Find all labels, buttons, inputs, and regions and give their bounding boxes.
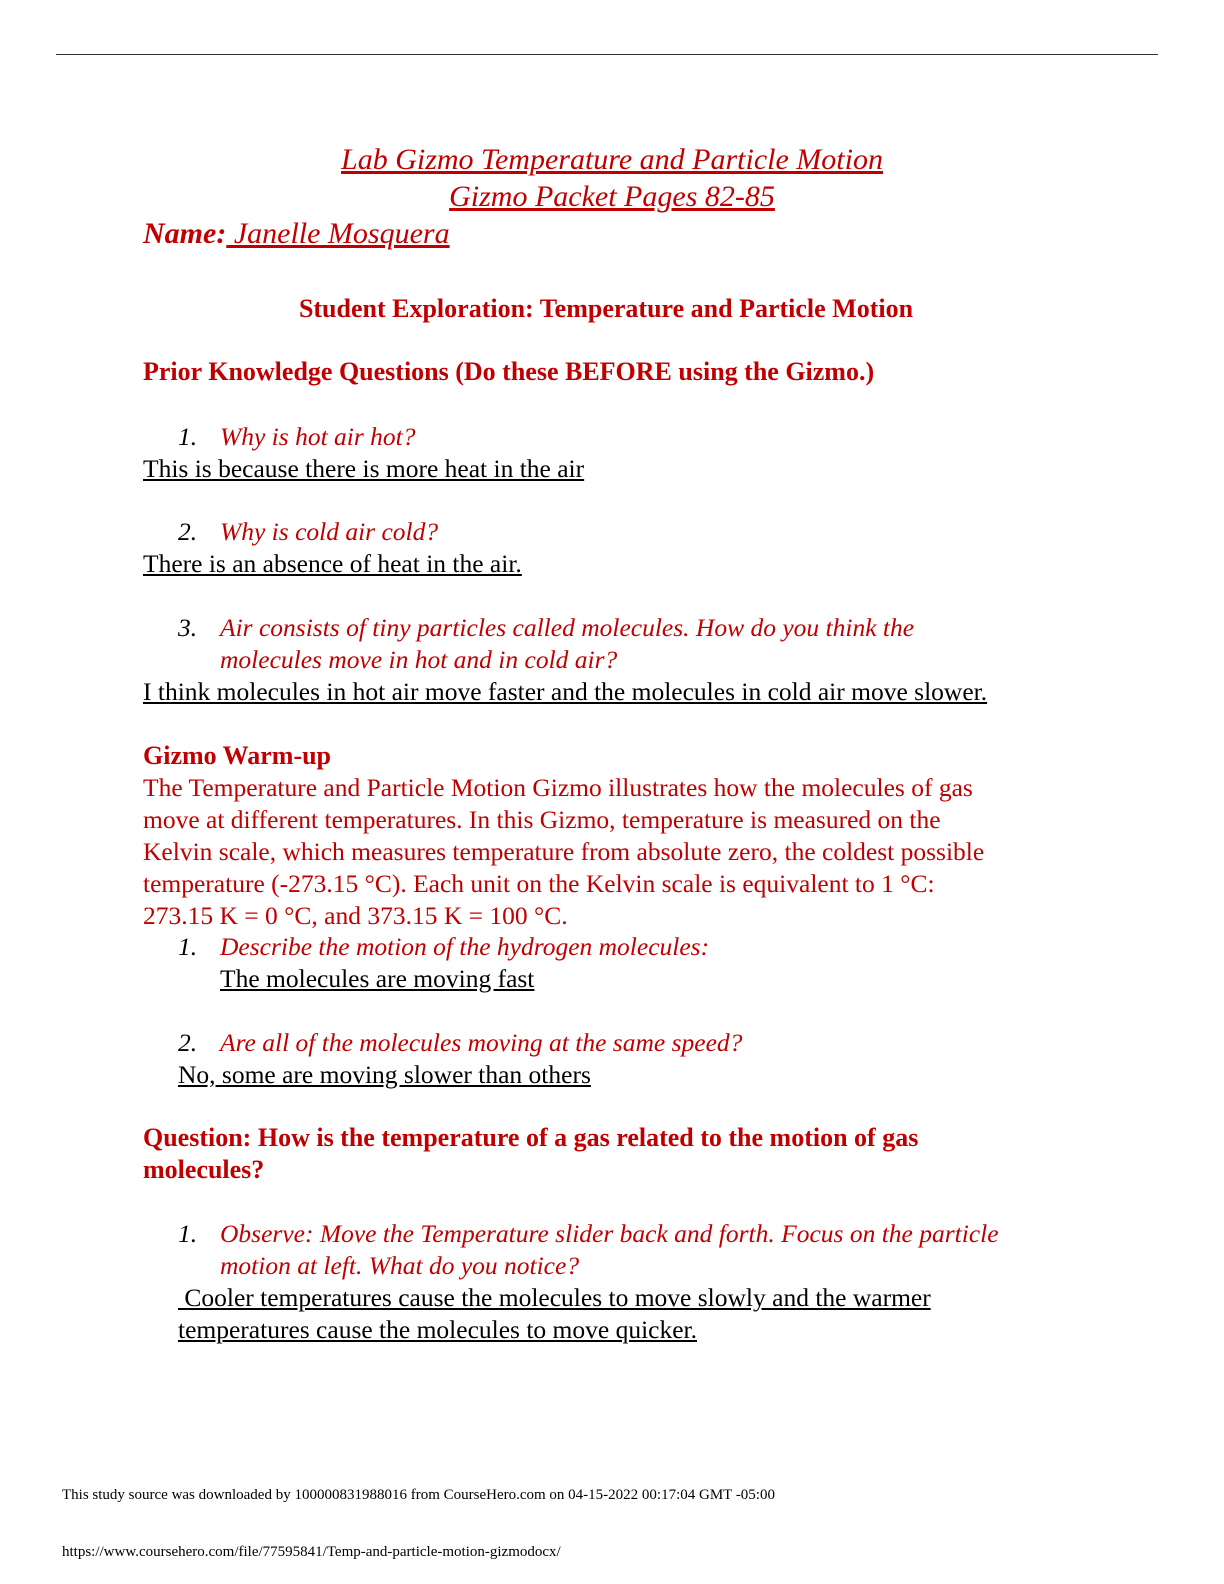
pk-q2-answer: There is an absence of heat in the air. [143,549,522,578]
exploration-title: Student Exploration: Temperature and Particle Motion [298,294,914,323]
pk-q1-question: Why is hot air hot? [220,422,416,451]
source-url[interactable]: https://www.coursehero.com/file/77595841/Temp-and-particle-motion-gizmodocx/ [62,1544,561,1560]
warmup-paragraph-line3: Kelvin scale, which measures temperature from absolute zero, the coldest possible [143,837,985,866]
warmup-heading: Gizmo Warm-up [143,741,332,770]
pk-q1-answer: This is because there is more heat in the air [143,454,585,483]
warmup-paragraph-line2: move at different temperatures. In this Gizmo, temperature is measured on the [143,805,941,834]
pk-q3-question-line1: Air consists of tiny particles called molecules. How do you think the [220,613,915,642]
pk-q2-question: Why is cold air cold? [220,517,439,546]
name-label: Name: [143,217,227,250]
main-question-heading-line1: Question: How is the temperature of a gas related to the motion of gas [143,1123,919,1152]
wu-q1-answer: The molecules are moving fast [220,964,535,993]
mq-q1-answer-line1: Cooler temperatures cause the molecules to move slowly and the warmer [178,1283,931,1312]
warmup-paragraph-line5: 273.15 K = 0 °C, and 373.15 K = 100 °C. [143,901,568,930]
main-question-heading-line2: molecules? [143,1155,265,1184]
download-note: This study source was downloaded by 100000831988016 from CourseHero.com on 04-15-2022 00:17:04 GMT -05:00 [62,1487,775,1503]
warmup-paragraph-line4: temperature (-273.15 °C). Each unit on the Kelvin scale is equivalent to 1 °C: [143,869,935,898]
mq-q1-question-line1: Observe: Move the Temperature slider back and forth. Focus on the particle [220,1219,999,1248]
prior-knowledge-heading: Prior Knowledge Questions (Do these BEFORE using the Gizmo.) [143,357,875,386]
wu-q2-question: Are all of the molecules moving at the same speed? [220,1028,743,1057]
header-rule [56,54,1158,55]
student-name-row [143,217,450,251]
mq-q1-answer-line2: temperatures cause the molecules to move quicker. [178,1315,698,1344]
document-title-line1: Lab Gizmo Temperature and Particle Motion [341,143,883,176]
wu-q1-number: 1. [178,932,198,961]
mq-q1-question-line2: motion at left. What do you notice? [220,1251,580,1280]
wu-q1-question: Describe the motion of the hydrogen molecules: [220,932,710,961]
pk-q3-answer: I think molecules in hot air move faster and the molecules in cold air move slower. [143,677,988,706]
pk-q3-number: 3. [178,613,198,642]
document-title-line2: Gizmo Packet Pages 82-85 [449,180,775,213]
name-value: Janelle Mosquera [226,217,450,250]
mq-q1-number: 1. [178,1219,198,1248]
wu-q2-number: 2. [178,1028,198,1057]
pk-q2-number: 2. [178,517,198,546]
pk-q1-number: 1. [178,422,198,451]
pk-q3-question-line2: molecules move in hot and in cold air? [220,645,618,674]
wu-q2-answer: No, some are moving slower than others [178,1060,591,1089]
warmup-paragraph-line1: The Temperature and Particle Motion Gizmo illustrates how the molecules of gas [143,773,973,802]
